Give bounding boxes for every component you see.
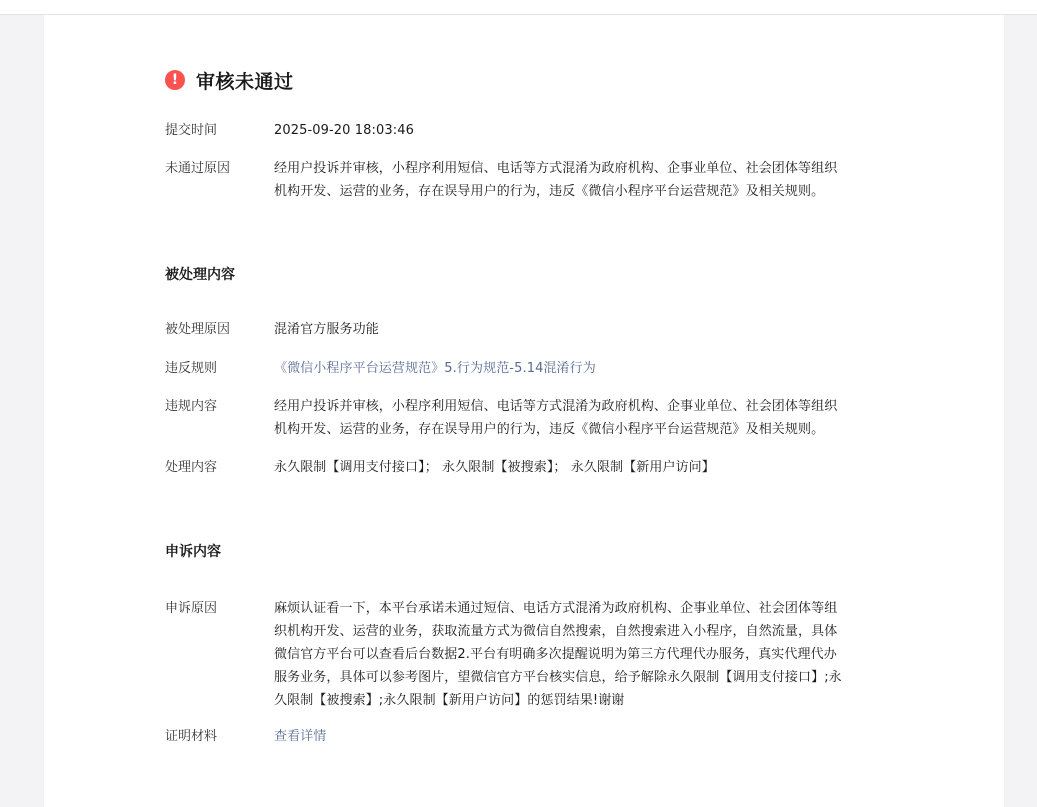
top-bar <box>0 0 1037 15</box>
violation-content-line: 机构开发、运营的业务，存在误导用户的行为，违反《微信小程序平台运营规范》及相关规则。 <box>274 422 825 437</box>
appeal-reason-row <box>165 597 885 712</box>
submit-time-label: 提交时间 <box>165 123 218 138</box>
review-status <box>165 67 294 93</box>
appeal-reason-value <box>274 597 885 712</box>
appeal-reason-line: 麻烦认证看一下，本平台承诺未通过短信、电话方式混淆为政府机构、企事业单位、社会团体等组 <box>274 601 838 616</box>
processed-section-title: 被处理内容 <box>165 267 235 283</box>
appeal-reason-line: 织机构开发、运营的业务，获取流量方式为微信自然搜索，自然搜索进入小程序，自然流量，具体 <box>274 624 838 639</box>
violation-content-row <box>165 395 885 441</box>
reject-reason-line: 机构开发、运营的业务，存在误导用户的行为，违反《微信小程序平台运营规范》及相关规则。 <box>274 184 825 199</box>
violated-rule-link[interactable]: 《微信小程序平台运营规范》5.行为规范-5.14混淆行为 <box>274 361 596 376</box>
appeal-reason-line: 久限制【被搜索】;永久限制【新用户访问】的惩罚结果!谢谢 <box>274 693 625 708</box>
reject-reason-value <box>274 157 885 203</box>
violation-content-value <box>274 395 885 441</box>
violation-content-line: 经用户投诉并审核，小程序利用短信、电话等方式混淆为政府机构、企事业单位、社会团体等组织 <box>274 399 838 414</box>
status-title: 审核未通过 <box>196 70 294 93</box>
submit-time-value: 2025-09-20 18:03:46 <box>274 123 414 138</box>
appeal-reason-line: 微信官方平台可以查看后台数据2.平台有明确多次提醒说明为第三方代理代办服务，真实代理代办 <box>274 647 837 662</box>
evidence-row <box>165 725 885 748</box>
reject-reason-row <box>165 157 885 203</box>
alert-circle-icon: ! <box>165 70 185 90</box>
appeal-reason-label: 申诉原因 <box>165 601 218 616</box>
action-content-row <box>165 456 885 479</box>
evidence-label: 证明材料 <box>165 729 218 744</box>
violation-content-label: 违规内容 <box>165 399 218 414</box>
processed-reason-value: 混淆官方服务功能 <box>274 322 379 337</box>
submit-time-row <box>165 119 885 142</box>
action-content-value: 永久限制【调用支付接口】； 永久限制【被搜索】； 永久限制【新用户访问】 <box>274 460 715 475</box>
appeal-reason-line: 服务业务，具体可以参考图片，望微信官方平台核实信息，给予解除永久限制【调用支付接口】;永 <box>274 670 842 685</box>
view-details-link[interactable]: 查看详情 <box>274 729 327 744</box>
action-content-label: 处理内容 <box>165 460 218 475</box>
appeal-result-panel <box>44 15 1004 807</box>
appeal-section-title: 申诉内容 <box>165 544 221 560</box>
reject-reason-label: 未通过原因 <box>165 161 231 176</box>
violated-rule-label: 违反规则 <box>165 361 218 376</box>
reject-reason-line: 经用户投诉并审核，小程序利用短信、电话等方式混淆为政府机构、企事业单位、社会团体等组织 <box>274 161 838 176</box>
processed-reason-label: 被处理原因 <box>165 322 231 337</box>
processed-reason-row <box>165 318 885 341</box>
violated-rule-row <box>165 357 885 380</box>
